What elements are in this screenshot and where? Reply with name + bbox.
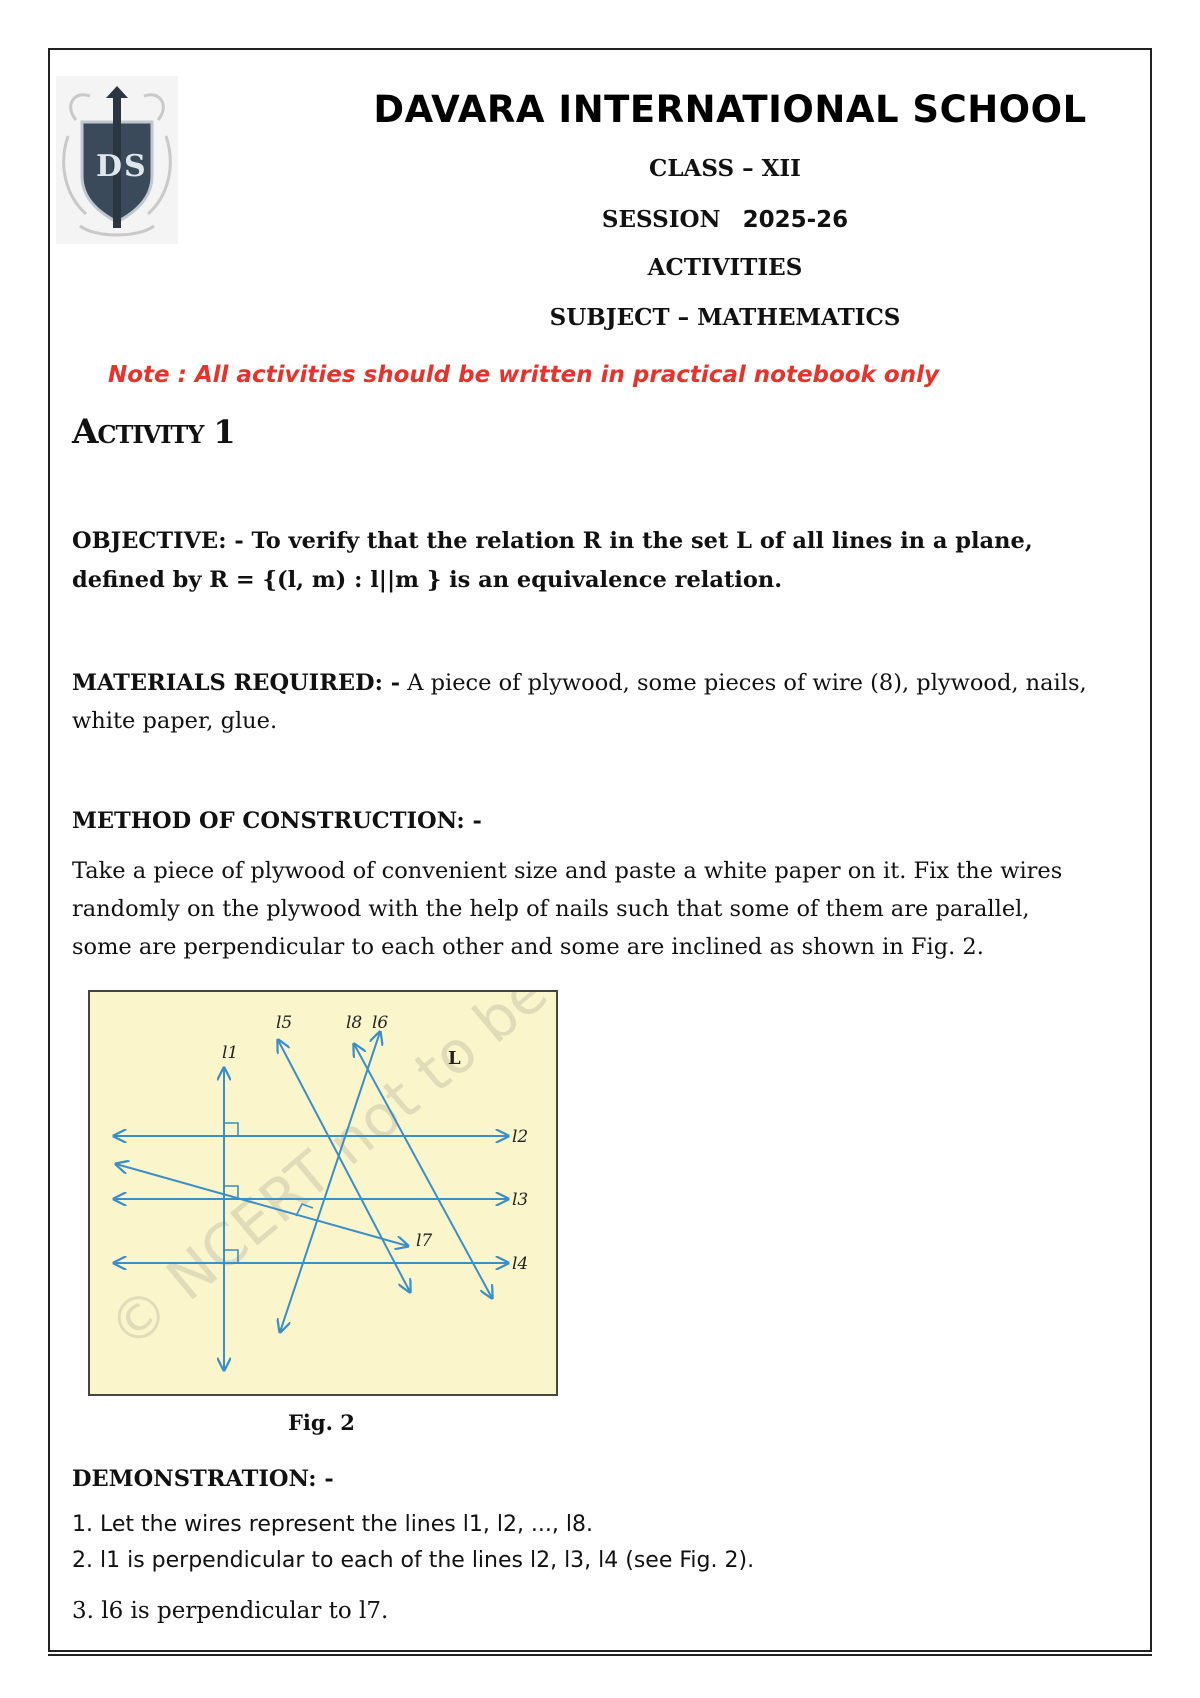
note: Note : All activities should be written in practical notebook only [108, 362, 939, 388]
logo-letter-d: D [96, 149, 123, 184]
label-l8: l8 [346, 1013, 363, 1033]
demonstration-item: 2. l1 is perpendicular to each of the lines l2, l3, l4 (see Fig. 2). [72, 1548, 755, 1573]
right-angle-mark [224, 1123, 238, 1136]
class-line: CLASS – XII [649, 155, 801, 182]
figure-caption: Fig. 2 [288, 1410, 355, 1435]
materials-line2: white paper, glue. [72, 708, 278, 734]
objective-label: OBJECTIVE: - [72, 528, 244, 554]
lines-diagram [90, 992, 556, 1394]
activity-number: 1 [213, 413, 235, 451]
demonstration-label: DEMONSTRATION: - [72, 1466, 334, 1492]
method-line: randomly on the plywood with the help of nails such that some of them are parallel, [72, 896, 1030, 922]
objective-line2: defined by R = {(l, m) : l||m } is an equivalence relation. [72, 567, 783, 593]
demonstration-item: 3. l6 is perpendicular to l7. [72, 1598, 389, 1624]
materials-text1: A piece of plywood, some pieces of wire (8), plywood, nails, [407, 670, 1087, 696]
subject-line: SUBJECT – MATHEMATICS [549, 304, 901, 331]
school-name: DAVARA INTERNATIONAL SCHOOL [373, 88, 1087, 131]
materials-line1 [72, 664, 1132, 702]
figure-2 [88, 990, 558, 1396]
session-line [530, 206, 920, 233]
activity-heading [72, 412, 235, 452]
objective-text1: To verify that the relation R in the set L of all lines in a plane, [251, 528, 1033, 554]
session-value: 2025-26 [742, 207, 849, 233]
watermark: © NCERT not to be [95, 992, 556, 1363]
objective-line1 [72, 522, 1132, 560]
method-line: Take a piece of plywood of convenient size and paste a white paper on it. Fix the wires [72, 858, 1063, 884]
method-line: some are perpendicular to each other and some are inclined as shown in Fig. 2. [72, 934, 984, 960]
materials-label: MATERIALS REQUIRED: - [72, 670, 401, 696]
label-l3: l3 [512, 1190, 529, 1210]
page-border [48, 48, 1152, 1652]
activity-label: Activity [72, 412, 204, 452]
label-l4: l4 [512, 1254, 529, 1274]
demonstration-item: 1. Let the wires represent the lines l1, l2, ..., l8. [72, 1512, 593, 1537]
logo-letter-s: S [124, 149, 146, 184]
school-logo [56, 76, 178, 244]
label-l1: l1 [222, 1043, 239, 1063]
label-l7: l7 [416, 1231, 433, 1251]
label-l5: l5 [276, 1013, 293, 1033]
set-label: L [448, 1048, 461, 1069]
label-l2: l2 [512, 1127, 529, 1147]
label-l6: l6 [372, 1013, 389, 1033]
method-label: METHOD OF CONSTRUCTION: - [72, 808, 482, 834]
activities-line: ACTIVITIES [647, 254, 803, 281]
session-label: SESSION [601, 206, 721, 233]
